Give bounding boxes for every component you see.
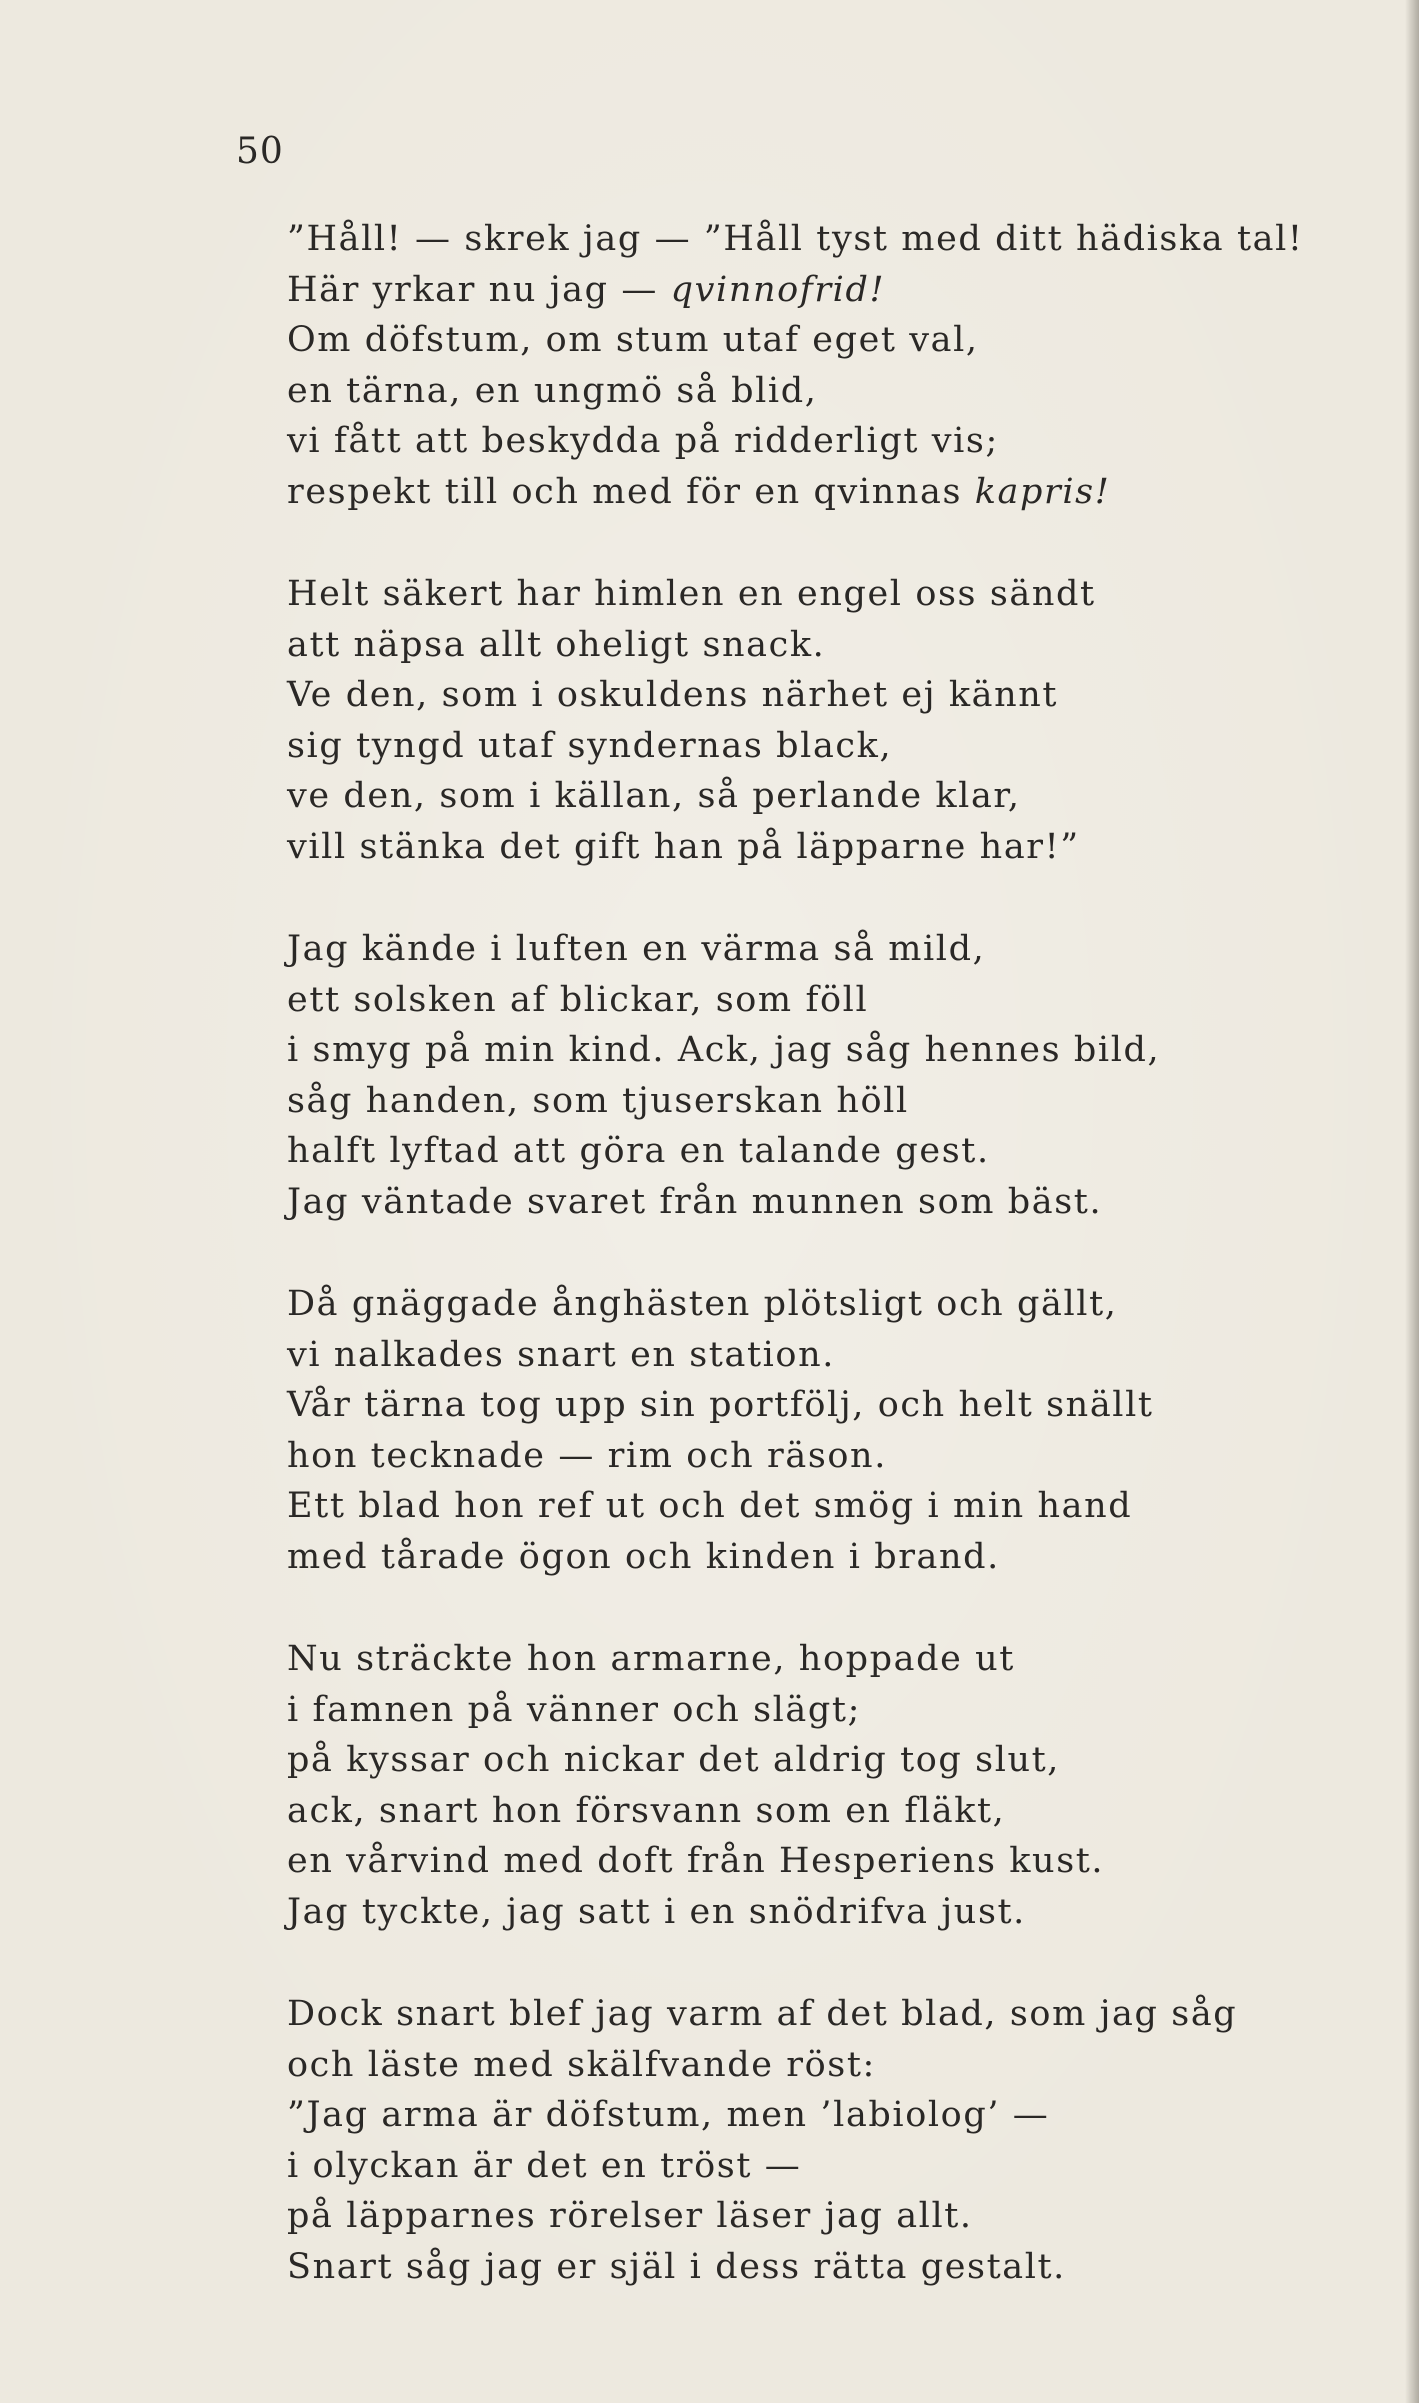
poem-line: en vårvind med doft från Hesperiens kust. bbox=[287, 1841, 1105, 1881]
poem-line: Då gnäggade ånghästen plötsligt och gällt, bbox=[287, 1284, 1118, 1324]
poem-line: såg handen, som tjuserskan höll bbox=[287, 1080, 909, 1121]
poem-line: Jag väntade svaret från munnen som bäst. bbox=[287, 1181, 1103, 1222]
poem-line: Om döfstum, om stum utaf eget val, bbox=[287, 320, 979, 360]
stanza-6 bbox=[287, 1989, 1327, 2292]
poem-line: i olyckan är det en tröst — bbox=[287, 2145, 802, 2186]
poem-line: hon tecknade — rim och räson. bbox=[287, 1435, 887, 1476]
poem-line: halft lyftad att göra en talande gest. bbox=[287, 1131, 990, 1171]
poem-line: vill stänka det gift han på läpparne har!” bbox=[287, 826, 1080, 867]
poem-line: ”Jag arma är döfstum, men ’labiolog’ — bbox=[287, 2095, 1050, 2135]
stanza-2 bbox=[287, 569, 1327, 872]
poem-line: Nu sträckte hon armarne, hoppade ut bbox=[287, 1639, 1015, 1679]
stanza-4 bbox=[287, 1279, 1327, 1582]
stanza-3 bbox=[287, 924, 1327, 1227]
poem-line: ett solsken af blickar, som föll bbox=[287, 979, 869, 1020]
poem-line: vi fått att beskydda på ridderligt vis; bbox=[287, 421, 999, 461]
italic-word: qvinnofrid! bbox=[670, 269, 886, 310]
poem-line: Vår tärna tog upp sin portfölj, och helt snällt bbox=[287, 1385, 1154, 1425]
poem-line: Ve den, som i oskuldens närhet ej kännt bbox=[287, 675, 1059, 715]
poem-body bbox=[287, 214, 1327, 2344]
poem-line: vi nalkades snart en station. bbox=[287, 1334, 835, 1375]
page-number: 50 bbox=[236, 131, 284, 172]
poem-line: ”Håll! — skrek jag — ”Håll tyst med ditt hädiska tal! bbox=[287, 219, 1304, 259]
poem-line: på kyssar och nickar det aldrig tog slut, bbox=[287, 1740, 1061, 1780]
poem-line: Dock snart blef jag varm af det blad, som jag såg bbox=[287, 1994, 1238, 2034]
poem-line: att näpsa allt oheligt snack. bbox=[287, 624, 826, 665]
poem-line: och läste med skälfvande röst: bbox=[287, 2044, 876, 2085]
poem-line: en tärna, en ungmö så blid, bbox=[287, 370, 818, 411]
poem-line: Här yrkar nu jag — qvinnofrid! bbox=[287, 269, 886, 310]
poem-line: med tårade ögon och kinden i brand. bbox=[287, 1536, 1000, 1577]
poem-line: Snart såg jag er själ i dess rätta gestalt. bbox=[287, 2246, 1066, 2287]
poem-line: sig tyngd utaf syndernas black, bbox=[287, 725, 893, 766]
poem-line: i famnen på vänner och slägt; bbox=[287, 1689, 861, 1730]
poem-line: Jag kände i luften en värma så mild, bbox=[287, 929, 986, 969]
stanza-5 bbox=[287, 1634, 1327, 1937]
italic-word: kapris! bbox=[974, 471, 1111, 512]
poem-line: i smyg på min kind. Ack, jag såg hennes bild, bbox=[287, 1030, 1161, 1070]
poem-line: ve den, som i källan, så perlande klar, bbox=[287, 776, 1021, 816]
poem-line: på läpparnes rörelser läser jag allt. bbox=[287, 2196, 973, 2236]
poem-line: Ett blad hon ref ut och det smög i min hand bbox=[287, 1486, 1133, 1526]
page-edge-shadow bbox=[1405, 0, 1419, 2403]
poem-line: respekt till och med för en qvinnas kapris! bbox=[287, 471, 1111, 512]
poem-line: ack, snart hon försvann som en fläkt, bbox=[287, 1790, 1006, 1831]
poem-line: Helt säkert har himlen en engel oss sändt bbox=[287, 574, 1096, 614]
poem-line: Jag tyckte, jag satt i en snödrifva just. bbox=[287, 1891, 1026, 1932]
stanza-1 bbox=[287, 214, 1327, 517]
